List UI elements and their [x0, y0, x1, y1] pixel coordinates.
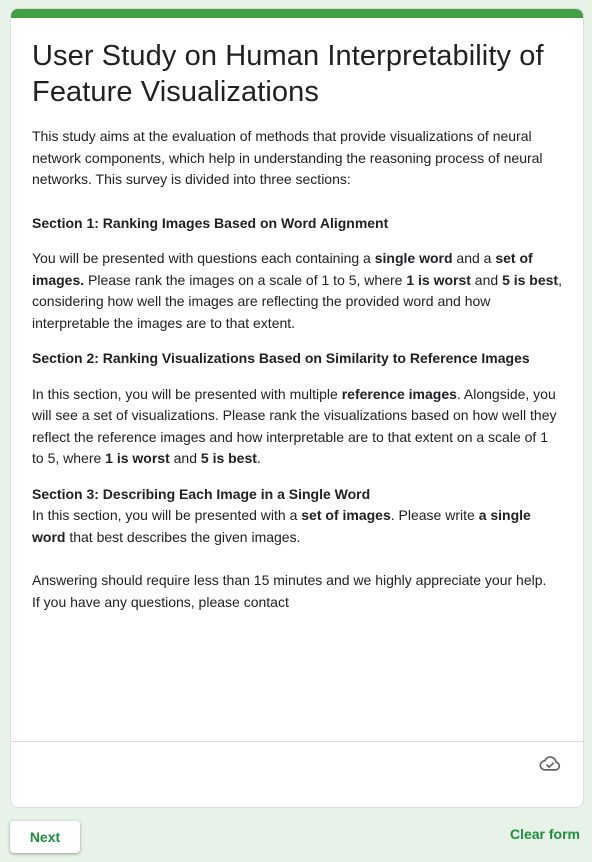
- closing-text-1: Answering should require less than 15 minutes and we highly appreciate your help.: [32, 572, 547, 588]
- section3-text: In this section, you will be presented with a set of images. Please write a single word that best describes the given images.: [32, 507, 531, 545]
- clear-form-button[interactable]: Clear form: [509, 826, 580, 842]
- section3-heading: Section 3: Describing Each Image in a Single Word: [32, 485, 371, 502]
- section2-heading: Section 2: Ranking Visualizations Based on Similarity to Reference Images: [32, 350, 530, 366]
- closing-text-2: If you have any questions, please contact: [32, 593, 289, 610]
- next-button[interactable]: Next: [10, 821, 80, 853]
- section1-text: You will be presented with questions each containing a single word and a set of images. Please rank the images on a scale of 1 to 5, where 1 is worst and 5 is best, considering how well the images are reflecting the provided word and how interpretable the images are to that extent.: [32, 250, 562, 331]
- card-footer-divider: [11, 741, 583, 742]
- form-content: [11, 18, 583, 613]
- form-description: [32, 126, 562, 613]
- intro-text: This study aims at the evaluation of methods that provide visualizations of neural network components, which help in understanding the reasoning process of neural networks. This survey is divided into three sections:: [32, 128, 543, 187]
- accent-bar: [11, 9, 583, 18]
- section1-heading: Section 1: Ranking Images Based on Word Alignment: [32, 214, 389, 231]
- form-title: User Study on Human Interpretability of Feature Visualizations: [32, 40, 544, 108]
- cloud-check-icon: [539, 754, 561, 772]
- section2-text: In this section, you will be presented with multiple reference images. Alongside, you will see a set of visualizations. Please rank the visualizations based on how well they reflect the reference images and how interpretable are to that extent on a scale of 1 to 5, where 1 is worst and 5 is best.: [32, 385, 557, 466]
- form-header-card: [10, 8, 584, 808]
